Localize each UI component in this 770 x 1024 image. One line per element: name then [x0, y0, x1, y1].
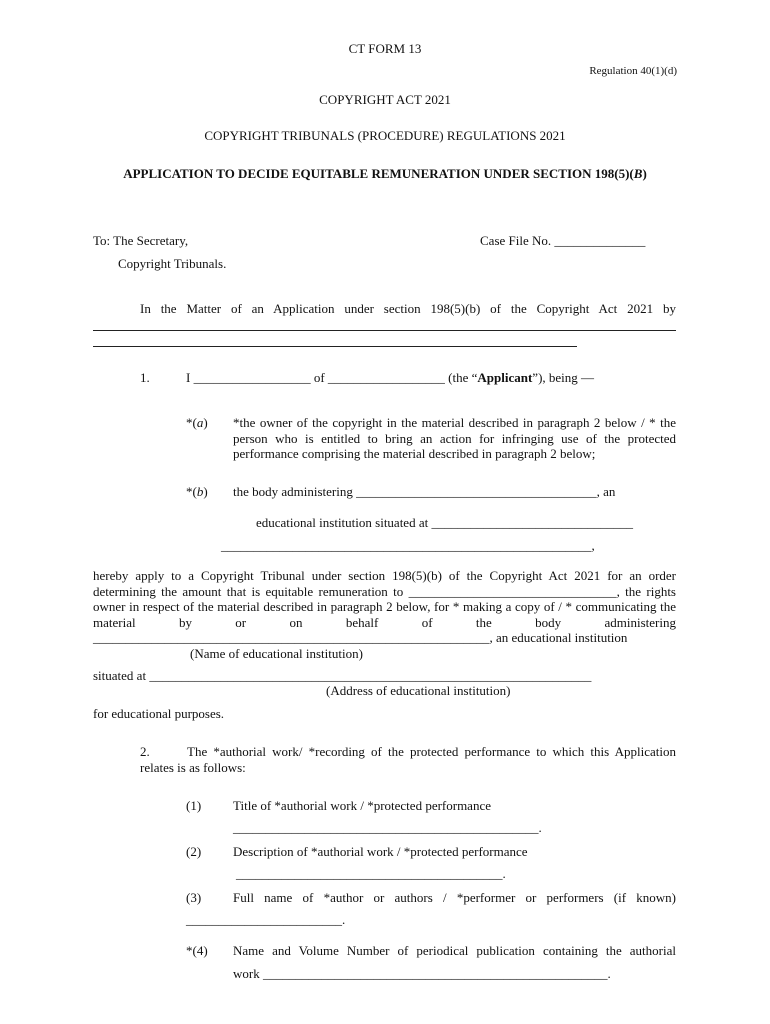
- item4-label: Name and Volume Number of periodical publication containing the authorial: [233, 943, 676, 958]
- para1-b-cont: educational institution situated at _______________________________: [256, 515, 633, 530]
- para1-a-letter: a: [196, 415, 204, 430]
- item4-num: *(4): [186, 943, 208, 958]
- para1-a-open: *(: [186, 415, 197, 430]
- regulations-title: COPYRIGHT TRIBUNALS (PROCEDURE) REGULATIONS 2021: [204, 128, 566, 143]
- inst-caption: (Name of educational institution): [190, 646, 363, 661]
- regulation-ref: Regulation 40(1)(d): [589, 65, 677, 77]
- para1-b-text: the body administering _____________________________________, an: [233, 484, 616, 499]
- addressee-org: Copyright Tribunals.: [118, 256, 227, 271]
- matter-blank-line-2: [93, 346, 577, 347]
- para1-line-start: I __________________ of __________________ (the “: [186, 370, 478, 385]
- educational-purposes: for educational purposes.: [93, 706, 225, 721]
- para1-a-text: *the owner of the copyright in the material described in paragraph 2 below / * the person who is entitled to bring an action for infringing use of the protected performance comprising the material described in paragraph 2 below;: [233, 415, 676, 461]
- application-title: [0, 166, 770, 182]
- item1-blank: _______________________________________________.: [233, 820, 542, 835]
- application-title-main: APPLICATION TO DECIDE EQUITABLE REMUNERATION UNDER SECTION 198(5)(: [123, 166, 634, 181]
- application-title-end: ): [642, 166, 647, 181]
- matter-intro: In the Matter of an Application under section 198(5)(b) of the Copyright Act 2021 by: [140, 301, 676, 316]
- matter-blank-line-1: [93, 330, 676, 331]
- item1-num: (1): [186, 798, 202, 813]
- apply-text: hereby apply to a Copyright Tribunal under section 198(5)(b) of the Copyright Act 2021 for an order determining the amount that is equitable remuneration to ________________________________, the rights owner in respect of the material described in paragraph 2 below, for * making a copy of / * communicating the material by or on behalf of the body administering: [93, 568, 676, 630]
- form-name: CT FORM 13: [348, 41, 422, 56]
- para1-a-marker: [186, 415, 208, 431]
- para1-line-end: ”), being —: [532, 370, 595, 385]
- situated-line: situated at ____________________________________________________________________: [93, 668, 592, 683]
- para1-b-cont2: _________________________________________________________,: [221, 538, 595, 553]
- item1-label: Title of *authorial work / *protected performance: [233, 798, 491, 813]
- item2-blank: _________________________________________.: [236, 866, 506, 881]
- para1-b-letter: b: [196, 484, 204, 499]
- item4-blank: work _____________________________________________________.: [233, 966, 611, 981]
- para1-a-close: ): [203, 415, 208, 430]
- application-title-italic: B: [633, 166, 643, 181]
- para2-number: 2.: [140, 744, 150, 759]
- case-file-label: Case File No. ______________: [480, 233, 646, 248]
- para2-text: The *authorial work/ *recording of the protected performance to which this Application relates is as follows:: [140, 744, 676, 775]
- para1-number: 1.: [140, 370, 150, 385]
- item2-label: Description of *authorial work / *protected performance: [233, 844, 528, 859]
- para1-b-close: ): [203, 484, 208, 499]
- apply-inst-line: _____________________________________________________________, an educational institution: [93, 630, 628, 645]
- address-caption: (Address of educational institution): [326, 683, 511, 698]
- to-line: To: The Secretary,: [93, 233, 189, 248]
- act-title: COPYRIGHT ACT 2021: [319, 92, 451, 107]
- applicant-word: Applicant: [477, 370, 533, 385]
- para1-b-open: *(: [186, 484, 197, 499]
- item3-num: (3): [186, 890, 202, 905]
- para1-line: [186, 370, 594, 386]
- para1-b-marker: [186, 484, 208, 500]
- item3-blank: ________________________.: [186, 912, 346, 927]
- item2-num: (2): [186, 844, 202, 859]
- item3-label: Full name of *author or authors / *performer or performers (if known): [233, 890, 676, 905]
